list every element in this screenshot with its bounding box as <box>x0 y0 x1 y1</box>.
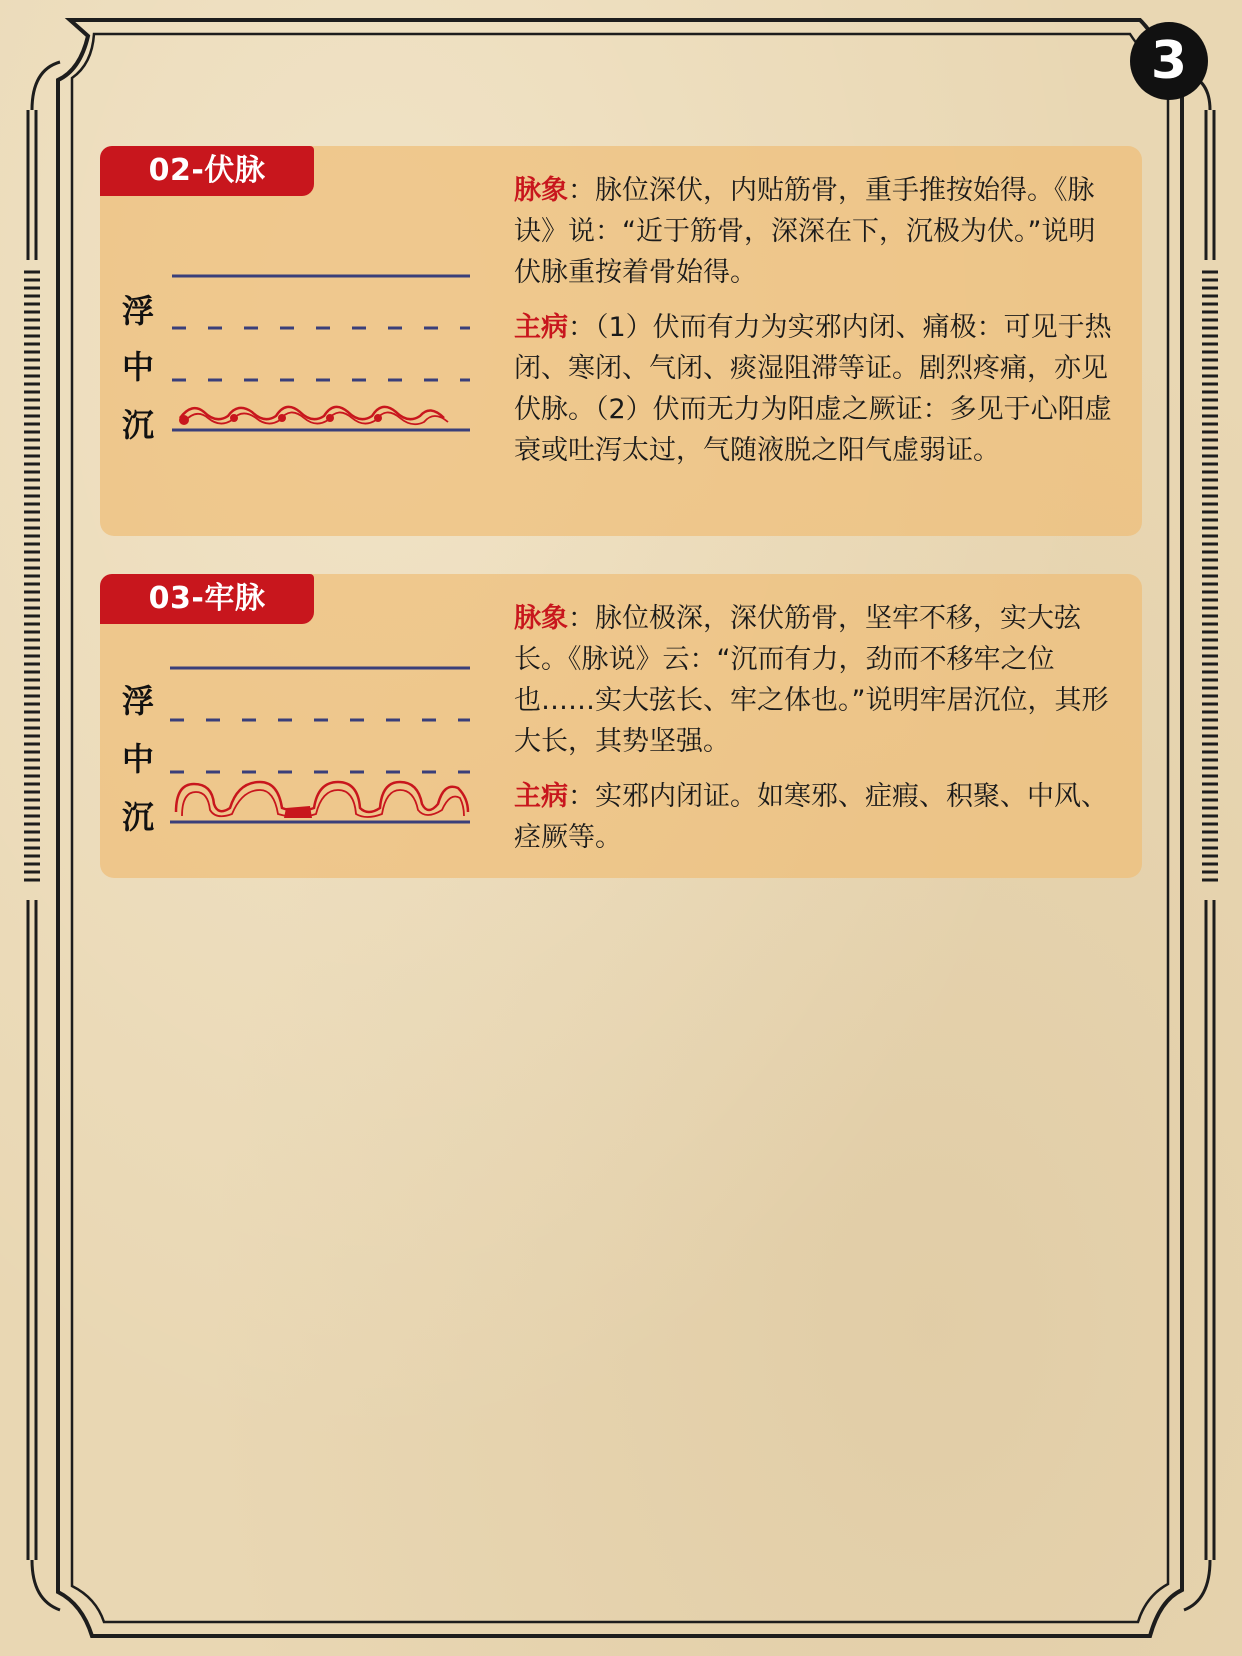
pulse-wave <box>176 782 468 812</box>
section-text <box>514 598 1114 872</box>
label-fu: 浮 <box>121 682 154 720</box>
pulse-diagram <box>168 266 474 456</box>
zhubing-key: 主病 <box>514 781 568 812</box>
zhubing-key: 主病 <box>514 312 568 343</box>
zhubing-text: ：实邪内闭证。如寒邪、症瘕、积聚、中风、痉厥等。 <box>514 781 1108 853</box>
maixiang-paragraph <box>514 598 1114 762</box>
maixiang-key: 脉象 <box>514 603 568 634</box>
label-fu: 浮 <box>121 292 154 330</box>
maixiang-key: 脉象 <box>514 175 568 206</box>
pulse-card-lao <box>100 574 1142 878</box>
label-zhong: 中 <box>121 740 154 778</box>
label-zhong: 中 <box>121 348 154 386</box>
section-tag: 03-牢脉 <box>100 574 314 624</box>
maixiang-paragraph <box>514 170 1114 293</box>
pulse-diagram <box>168 658 474 838</box>
pulse-node <box>284 806 312 818</box>
label-chen: 沉 <box>121 406 154 444</box>
maixiang-text: ：脉位极深，深伏筋骨，坚牢不移，实大弦长。《脉说》云：“沉而有力，劲而不移牢之位也……实大弦长、牢之体也。”说明牢居沉位，其形大长，其势坚强。 <box>514 603 1109 757</box>
pulse-card-fu <box>100 146 1142 536</box>
zhubing-paragraph <box>514 776 1114 858</box>
maixiang-text: ：脉位深伏，内贴筋骨，重手推按始得。《脉诀》说：“近于筋骨，深深在下，沉极为伏。”说明伏脉重按着骨始得。 <box>514 175 1096 288</box>
zhubing-paragraph <box>514 307 1114 471</box>
label-chen: 沉 <box>121 798 154 836</box>
section-text <box>514 170 1114 485</box>
page-number-badge: 3 <box>1130 22 1208 100</box>
section-tag: 02-伏脉 <box>100 146 314 196</box>
zhubing-text: ：（1）伏而有力为实邪内闭、痛极：可见于热闭、寒闭、气闭、痰湿阻滞等证。剧烈疼痛，亦见伏脉。（2）伏而无力为阳虚之厥证：多见于心阳虚衰或吐泻太过，气随液脱之阳气虚弱证。 <box>514 312 1112 466</box>
pulse-wave <box>180 407 444 419</box>
